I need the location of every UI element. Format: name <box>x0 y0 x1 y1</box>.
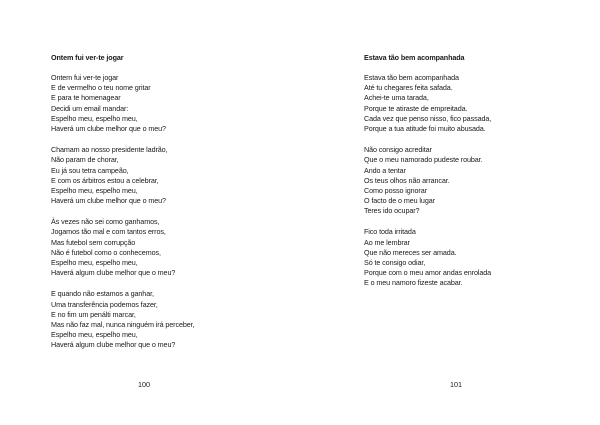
page-number: 101 <box>450 380 462 389</box>
poem-line: E de vermelho o teu nome gritar <box>51 83 151 93</box>
poem-line: Porque te atiraste de empreitada. <box>364 103 468 113</box>
poem-right <box>364 53 584 300</box>
poem-line: Porque a tua atitude foi muito abusada. <box>364 123 486 133</box>
poem-line: E quando não estamos a ganhar, <box>51 289 154 299</box>
poem-line: Chamam ao nosso presidente ladrão, <box>51 145 168 155</box>
poem-line: Não é futebol como o conhecemos, <box>51 247 161 257</box>
poem-line: Mas futebol sem corrupção <box>51 237 136 247</box>
poem-line: Só te consigo odiar, <box>364 258 426 267</box>
poem-line: Às vezes não sei como ganhamos, <box>51 217 160 227</box>
poem-line: Achei-te uma tarada, <box>364 93 429 103</box>
right-page <box>300 0 600 425</box>
poem-line: Mas não faz mal, nunca ninguém irá perceber, <box>51 319 195 329</box>
poem-line: Não param de chorar, <box>51 155 119 165</box>
poem-line: Teres ido ocupar? <box>364 206 420 216</box>
poem-line: Espelho meu, espelho meu, <box>51 185 138 195</box>
stanza <box>51 145 271 206</box>
poem-line: Haverá algum clube melhor que o meu? <box>51 340 176 350</box>
poem-line: Jogamos tão mal e com tantos erros, <box>51 227 166 237</box>
poem-title: Ontem fui ver-te jogar <box>51 53 124 62</box>
poem-line: Como posso ignorar <box>364 185 427 195</box>
poem-left <box>51 53 271 362</box>
poem-line: Os teus olhos não arrancar. <box>364 175 450 185</box>
stanza <box>364 145 584 216</box>
poem-line: Cada vez que penso nisso, fico passada, <box>364 113 492 123</box>
poem-line: Espelho meu, espelho meu, <box>51 113 138 123</box>
poem-line: Ao me lembrar <box>364 237 410 247</box>
poem-line: Haverá um clube melhor que o meu? <box>51 123 166 133</box>
stanza <box>364 227 584 288</box>
poem-line: E o meu namoro fizeste acabar. <box>364 278 463 288</box>
poem-line: Espelho meu, espelho meu, <box>51 258 138 267</box>
stanza <box>51 217 271 278</box>
poem-line: Estava tão bem acompanhada <box>364 73 459 82</box>
poem-line: Ontem fui ver-te jogar <box>51 73 119 82</box>
poem-line: Porque com o meu amor andas enrolada <box>364 268 492 278</box>
poem-line: Que o meu namorado pudeste roubar. <box>364 155 483 165</box>
poem-line: Até tu chegares feita safada. <box>364 83 453 93</box>
poem-line: E para te homenagear <box>51 93 121 103</box>
poem-line: Que não mereces ser amada. <box>364 247 457 257</box>
poem-line: E no fim um penálti marcar, <box>51 309 136 319</box>
poem-line: E com os árbitros estou a celebrar, <box>51 175 159 185</box>
poem-line: Haverá algum clube melhor que o meu? <box>51 268 176 278</box>
page-number: 100 <box>138 380 150 389</box>
poem-line: Haverá um clube melhor que o meu? <box>51 196 166 206</box>
stanza <box>51 289 271 350</box>
poem-title: Estava tão bem acompanhada <box>364 53 465 62</box>
poem-line: Uma transferência podemos fazer, <box>51 299 158 309</box>
poem-line: Eu já sou tetra campeão, <box>51 165 129 175</box>
poem-line: Decidi um email mandar: <box>51 103 129 113</box>
poem-line: Fico toda irritada <box>364 227 416 237</box>
poem-line: O facto de o meu lugar <box>364 196 435 206</box>
stanza <box>51 73 271 134</box>
poem-line: Espelho meu, espelho meu, <box>51 330 138 340</box>
stanza <box>364 73 584 134</box>
poem-line: Não consigo acreditar <box>364 145 432 155</box>
poem-line: Ando a tentar <box>364 165 406 175</box>
